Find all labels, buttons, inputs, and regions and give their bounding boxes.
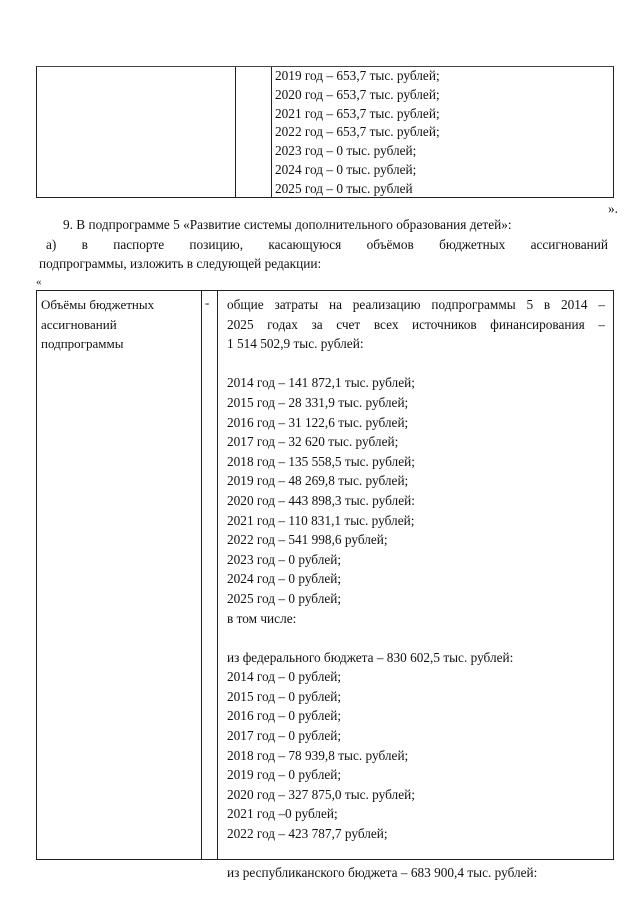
table-cell-label <box>37 291 202 859</box>
intro-line: 2025 годах за счет всех источников финансирования – <box>227 316 605 332</box>
year-line: 2020 год – 653,7 тыс. рублей; <box>275 86 440 102</box>
paragraph-item-a-line1: а) в паспорте позицию, касающуюся объёмов бюджетных ассигнований <box>46 237 608 252</box>
table-cell-content <box>227 295 605 883</box>
including-label: в том числе: <box>227 610 297 626</box>
year-line: 2017 год – 32 620 тыс. рублей; <box>227 434 399 450</box>
year-line: 2022 год – 541 998,6 рублей; <box>227 532 388 548</box>
year-line: 2018 год – 135 558,5 тыс. рублей; <box>227 453 415 469</box>
paragraph-item-a-line2: подпрограммы, изложить в следующей редакции: <box>39 256 322 271</box>
federal-year-line: 2018 год – 78 939,8 тыс. рублей; <box>227 747 409 763</box>
year-line: 2019 год – 48 269,8 тыс. рублей; <box>227 473 409 489</box>
republic-heading: из республиканского бюджета – 683 900,4 тыс. рублей: <box>227 865 538 881</box>
federal-year-line: 2015 год – 0 рублей; <box>227 688 342 704</box>
year-line: 2016 год – 31 122,6 тыс. рублей; <box>227 414 409 430</box>
year-line: 2025 год – 0 тыс. рублей <box>275 180 413 196</box>
intro-total: 1 514 502,9 тыс. рублей: <box>227 336 364 352</box>
federal-year-line: 2019 год – 0 рублей; <box>227 767 342 783</box>
year-line: 2021 год – 653,7 тыс. рублей; <box>275 105 440 121</box>
budget-table <box>36 290 614 881</box>
federal-heading: из федерального бюджета – 830 602,5 тыс. рублей: <box>227 649 514 665</box>
year-line: 2025 год – 0 рублей; <box>227 590 342 606</box>
label-line: Объёмы бюджетных <box>41 297 155 312</box>
year-line: 2023 год – 0 тыс. рублей; <box>275 143 417 159</box>
year-line: 2015 год – 28 331,9 тыс. рублей; <box>227 394 409 410</box>
opening-quote: « <box>36 276 42 288</box>
year-line: 2021 год – 110 831,1 тыс. рублей; <box>227 512 415 528</box>
federal-year-line: 2017 год – 0 рублей; <box>227 728 342 744</box>
table-cell-years <box>275 67 613 199</box>
table-cell-dash <box>201 291 218 859</box>
federal-year-line: 2014 год – 0 рублей; <box>227 669 342 685</box>
closing-quote: ». <box>608 201 618 216</box>
federal-year-line: 2020 год – 327 875,0 тыс. рублей; <box>227 786 415 802</box>
year-line: 2019 год – 653,7 тыс. рублей; <box>275 68 440 83</box>
label-text <box>41 295 154 354</box>
table-cell-empty-left <box>37 67 236 197</box>
dash-text: - <box>205 295 210 310</box>
year-line: 2022 год – 653,7 тыс. рублей; <box>275 124 440 140</box>
year-line: 2024 год – 0 рублей; <box>227 571 342 587</box>
label-line: ассигнований <box>41 316 117 332</box>
paragraph-item-9: 9. В подпрограмме 5 «Развитие системы дополнительного образования детей»: <box>63 217 512 232</box>
year-line: 2024 год – 0 тыс. рублей; <box>275 161 417 177</box>
intro-line: общие затраты на реализацию подпрограммы 5 в 2014 – <box>227 297 605 312</box>
federal-year-line: 2016 год – 0 рублей; <box>227 708 342 724</box>
continuation-table <box>36 66 614 198</box>
year-line: 2020 год – 443 898,3 тыс. рублей: <box>227 492 415 508</box>
label-line: подпрограммы <box>41 336 124 351</box>
year-line: 2023 год – 0 рублей; <box>227 551 342 567</box>
year-line: 2014 год – 141 872,1 тыс. рублей; <box>227 375 415 391</box>
table-cell-empty-middle <box>235 67 272 197</box>
federal-year-line: 2022 год – 423 787,7 рублей; <box>227 826 388 842</box>
federal-year-line: 2021 год –0 рублей; <box>227 806 338 822</box>
